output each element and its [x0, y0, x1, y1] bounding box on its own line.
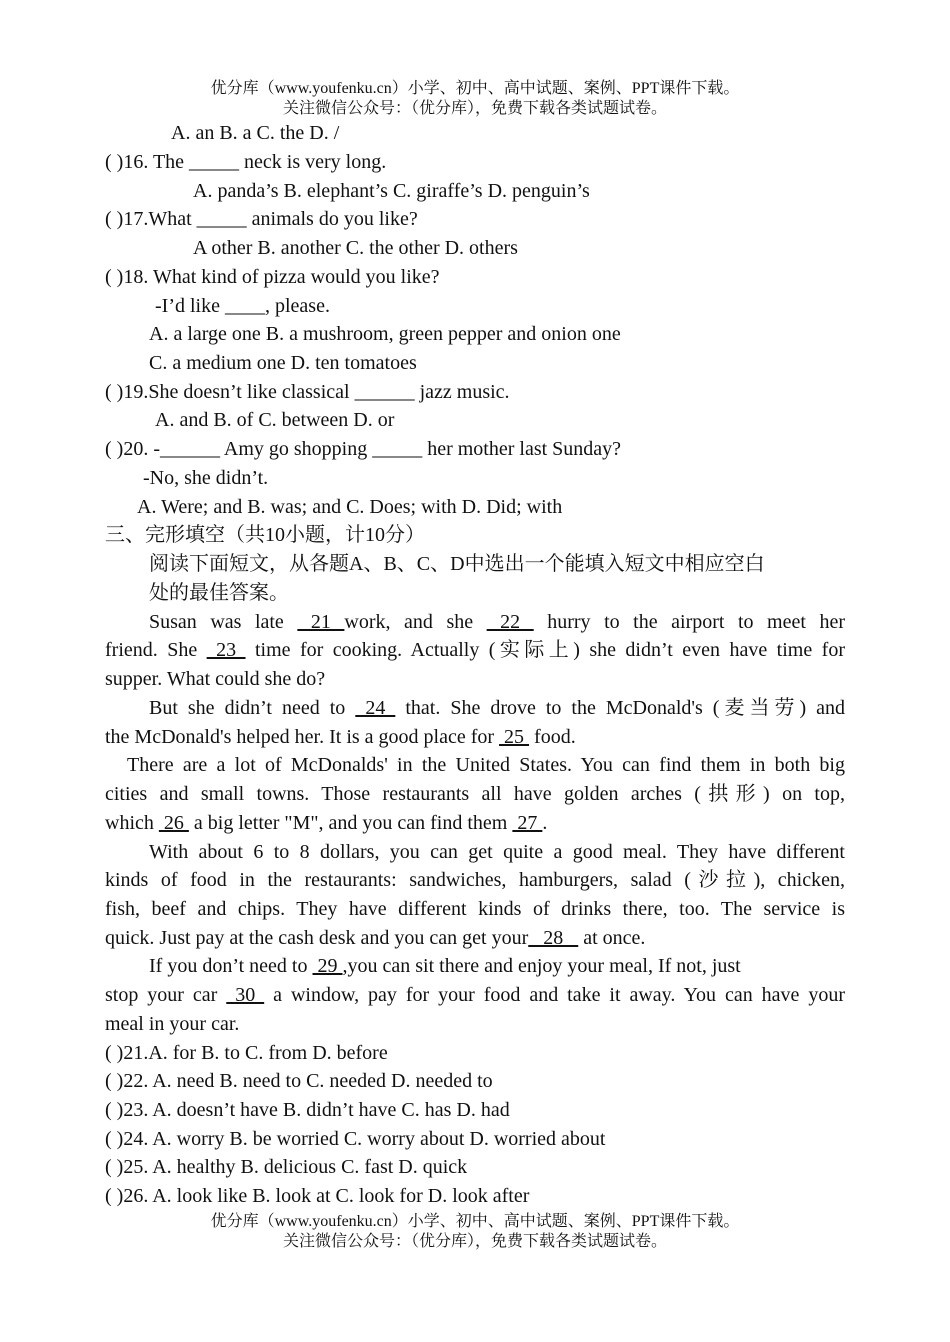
q16-options: A. panda’s B. elephant’s C. giraffe’s D. penguin’s	[193, 180, 590, 202]
blank-24: 24	[355, 697, 396, 719]
passage-line: There are a lot of McDonalds' in the United States. You can find them in both big	[127, 754, 845, 776]
q15-options: A. an B. a C. the D. /	[171, 122, 340, 144]
question-24: ( )24. A. worry B. be worried C. worry about D. worried about	[105, 1128, 606, 1150]
question-25: ( )25. A. healthy B. delicious C. fast D. quick	[105, 1156, 468, 1178]
passage-line: But she didn’t need to 24 that. She drove to the McDonald's (麦当劳) and	[149, 697, 846, 719]
blank-23: 23	[206, 639, 246, 661]
instruction-line-2: 处的最佳答案。	[149, 582, 289, 604]
footer-line-2: 关注微信公众号：（优分库），免费下载各类试题试卷。	[282, 1233, 667, 1250]
question-23: ( )23. A. doesn’t have B. didn’t have C. has D. had	[105, 1099, 510, 1121]
passage-line: friend. She 23 time for cooking. Actually (实际上) she didn’t even have time for	[105, 639, 845, 661]
blank-21: 21	[297, 611, 345, 633]
header-line-2: 关注微信公众号：（优分库），免费下载各类试题试卷。	[282, 100, 667, 117]
blank-27: 27	[512, 812, 543, 834]
section-title: 三、完形填空（共10小题，计10分）	[105, 524, 425, 546]
question-20: ( )20. -______ Amy go shopping _____ her mother last Sunday?	[105, 438, 622, 460]
q18-answer: -I’d like ____, please.	[155, 295, 330, 317]
question-26: ( )26. A. look like B. look at C. look for D. look after	[105, 1185, 530, 1207]
passage-line: fish, beef and chips. They have different kinds of drinks there, too. The service is	[105, 898, 845, 920]
footer-line-1: 优分库（www.youfenku.cn）小学、初中、高中试题、案例、PPT课件下载。	[210, 1213, 740, 1230]
passage-line: meal in your car.	[105, 1013, 240, 1035]
q18-options-a: A. a large one B. a mushroom, green pepper and onion one	[149, 323, 621, 345]
passage-line: the McDonald's helped her. It is a good place for 25 food.	[105, 726, 576, 748]
passage-line: supper. What could she do?	[105, 668, 326, 690]
passage-line: If you don’t need to 29 ,you can sit there and enjoy your meal, If not, just	[149, 955, 741, 977]
passage-line: cities and small towns. Those restaurants all have golden arches (拱形) on top,	[105, 783, 845, 805]
passage-line: kinds of food in the restaurants: sandwiches, hamburgers, salad (沙拉), chicken,	[105, 869, 845, 891]
blank-22: 22	[486, 611, 534, 633]
question-16: ( )16. The _____ neck is very long.	[105, 151, 387, 173]
passage-line: Susan was late 21 work, and she 22 hurry to the airport to meet her	[149, 611, 845, 633]
instruction-line-1: 阅读下面短文，从各题A、B、C、D中选出一个能填入短文中相应空白	[149, 553, 765, 575]
passage-line: stop your car 30 a window, pay for your food and take it away. You can have your	[105, 984, 846, 1006]
q17-options: A other B. another C. the other D. others	[193, 237, 518, 259]
passage-line: With about 6 to 8 dollars, you can get quite a good meal. They have different	[149, 841, 845, 863]
question-21: ( )21.A. for B. to C. from D. before	[105, 1042, 388, 1064]
question-22: ( )22. A. need B. need to C. needed D. needed to	[105, 1070, 493, 1092]
q20-options: A. Were; and B. was; and C. Does; with D. Did; with	[137, 496, 563, 518]
blank-29: 29	[312, 955, 343, 977]
q20-answer: -No, she didn’t.	[143, 467, 269, 489]
passage-line: which 26 a big letter "M", and you can find them 27 .	[105, 812, 548, 834]
blank-25: 25	[499, 726, 530, 748]
blank-26: 26	[158, 812, 189, 834]
q19-options: A. and B. of C. between D. or	[155, 409, 395, 431]
question-17: ( )17.What _____ animals do you like?	[105, 208, 418, 230]
question-18: ( )18. What kind of pizza would you like?	[105, 266, 440, 288]
blank-28: 28	[528, 927, 579, 949]
header-line-1: 优分库（www.youfenku.cn）小学、初中、高中试题、案例、PPT课件下载。	[210, 80, 740, 97]
passage-line: quick. Just pay at the cash desk and you can get your 28 at once.	[105, 927, 646, 949]
blank-30: 30	[226, 984, 265, 1006]
q18-options-b: C. a medium one D. ten tomatoes	[149, 352, 417, 374]
question-19: ( )19.She doesn’t like classical ______ jazz music.	[105, 381, 510, 403]
